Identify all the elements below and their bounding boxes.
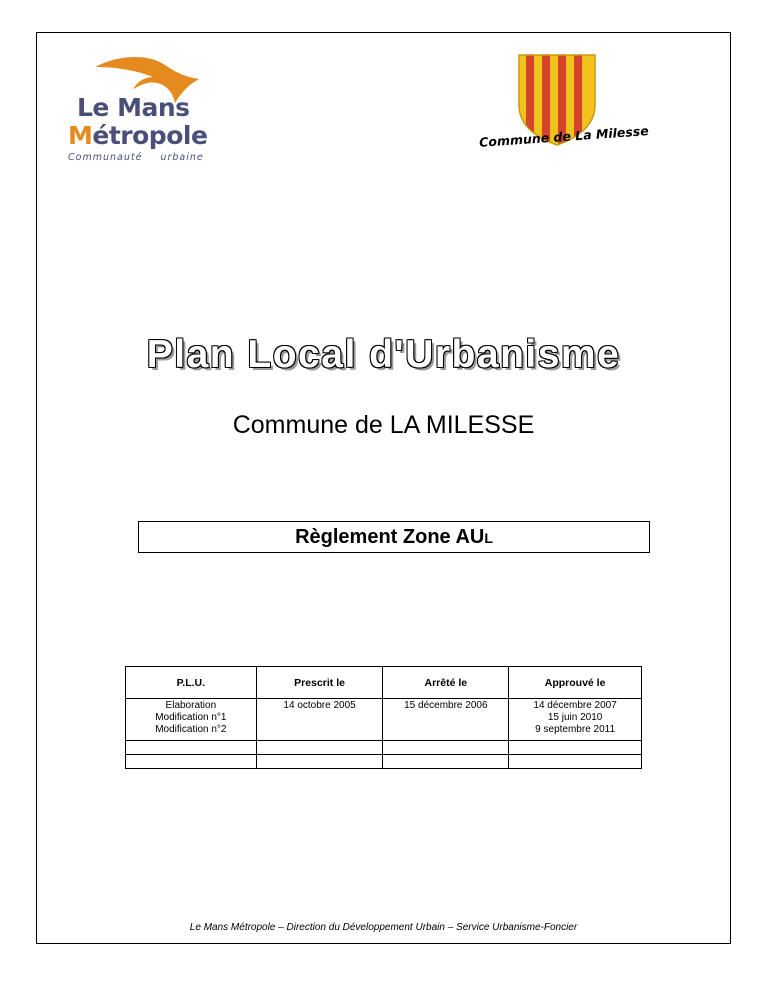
table-header: Arrêté le: [383, 667, 509, 699]
logo-line-le-mans: Le Mans: [77, 93, 190, 122]
table-cell-procedures: [126, 699, 257, 741]
table-cell: 14 décembre 2007: [533, 700, 617, 711]
table-row: [126, 699, 642, 741]
table-cell: Elaboration: [165, 700, 217, 711]
table-cell: [256, 741, 383, 755]
table-cell: Modification n°2: [155, 724, 227, 735]
logo-metropole-rest: étropole: [92, 121, 208, 150]
page-title: Plan Local d'Urbanisme: [146, 333, 621, 376]
table-cell: [126, 741, 257, 755]
table-cell: [126, 755, 257, 769]
page-footer: Le Mans Métropole – Direction du Développement Urbain – Service Urbanisme-Foncier: [189, 922, 578, 933]
table-cell: 9 septembre 2011: [535, 724, 616, 735]
logo-line-communaute: Communauté urbaine: [68, 152, 204, 163]
plu-history-table: [125, 666, 642, 769]
table-cell: [256, 755, 383, 769]
table-cell: [383, 741, 509, 755]
commune-subtitle: Commune de LA MILESSE: [232, 411, 535, 439]
table-cell: 15 décembre 2006: [404, 700, 488, 711]
table-cell: 15 juin 2010: [547, 712, 603, 723]
table-header: P.L.U.: [126, 667, 257, 699]
zone-heading-main: Règlement Zone AU: [295, 526, 485, 548]
document-page: [36, 32, 731, 944]
zone-heading-suffix: L: [484, 530, 493, 546]
table-cell: Modification n°1: [155, 712, 227, 723]
table-cell: [383, 755, 509, 769]
table-cell-arrete: [383, 699, 509, 741]
table-header: Approuvé le: [509, 667, 642, 699]
table-header: Prescrit le: [256, 667, 383, 699]
table-cell-approuve: [509, 699, 642, 741]
table-cell: [509, 755, 642, 769]
table-row: [126, 755, 642, 769]
logo-line-metropole: [68, 121, 207, 150]
logo-metropole-initial: M: [68, 121, 93, 150]
zone-heading-box: [138, 521, 650, 553]
table-header-row: [126, 667, 642, 699]
table-cell: [509, 741, 642, 755]
table-cell: 14 octobre 2005: [283, 700, 356, 711]
table-row: [126, 741, 642, 755]
table-cell-prescrit: [256, 699, 383, 741]
le-mans-metropole-logo: [65, 55, 208, 165]
crest-caption: Commune de La Milesse: [478, 123, 650, 150]
